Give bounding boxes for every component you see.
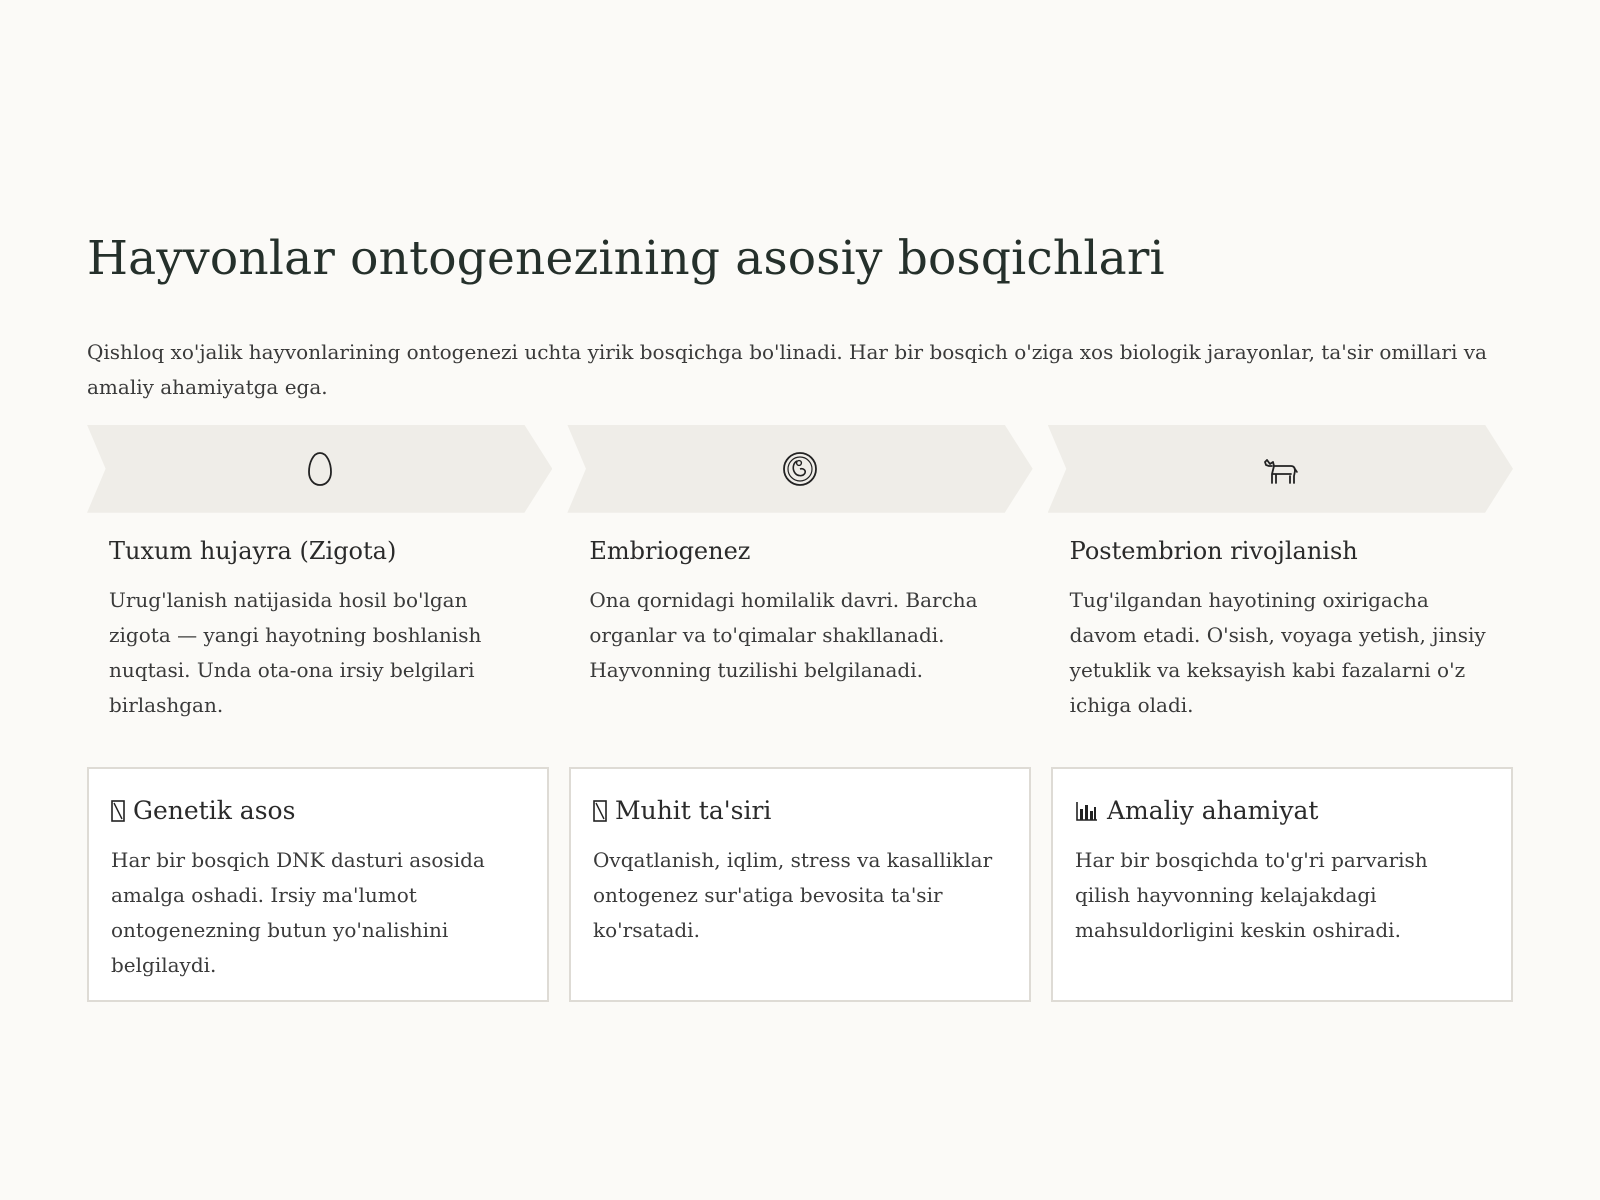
cards-row	[87, 767, 1513, 1002]
card-title	[111, 795, 525, 827]
dna-icon	[111, 800, 125, 822]
page-title: Hayvonlar ontogenezining asosiy bosqichlari	[87, 231, 1165, 286]
stage-body	[567, 513, 1032, 688]
stage-body	[87, 513, 552, 723]
card-title	[1075, 795, 1489, 827]
bar-chart-icon	[1075, 800, 1099, 822]
card-text: Har bir bosqich DNK dasturi asosida amalga oshadi. Irsiy ma'lumot ontogenezning butun yo'nalishini belgilaydi.	[111, 847, 485, 977]
stage-title: Embriogenez	[589, 536, 751, 565]
card-text: Har bir bosqichda to'g'ri parvarish qilish hayvonning kelajakdagi mahsuldorligini keskin oshiradi.	[1075, 847, 1428, 942]
stage-description: Ona qornidagi homilalik davri. Barcha organlar va to'qimalar shakllanadi. Hayvonning tuzilishi belgilanadi.	[589, 587, 978, 682]
card-title	[593, 795, 1007, 827]
card-title-text: Muhit ta'siri	[615, 795, 772, 825]
leaf-icon	[593, 800, 607, 822]
card-environment	[569, 767, 1031, 1002]
stage-title: Tuxum hujayra (Zigota)	[109, 536, 397, 565]
intro-paragraph: Qishloq xo'jalik hayvonlarining ontogenezi uchta yirik bosqichga bo'linadi. Har bir bosqich o'ziga xos biologik jarayonlar, ta'sir omillari va amaliy ahamiyatga ega.	[87, 339, 1487, 399]
card-practical-value	[1051, 767, 1513, 1002]
card-title-text: Amaliy ahamiyat	[1107, 795, 1319, 825]
page-content	[87, 230, 1513, 1002]
card-title-text: Genetik asos	[133, 795, 296, 825]
card-text: Ovqatlanish, iqlim, stress va kasalliklar ontogenez sur'atiga bevosita ta'sir ko'rsatadi.	[593, 847, 993, 942]
stage-zygote	[87, 425, 552, 723]
animal-icon	[1261, 452, 1299, 486]
stages-row	[87, 425, 1513, 723]
stage-title: Postembrion rivojlanish	[1069, 536, 1358, 565]
card-genetic-basis	[87, 767, 549, 1002]
stage-embryogenesis	[567, 425, 1032, 723]
stage-postembryonic	[1048, 425, 1513, 723]
stage-description: Tug'ilgandan hayotining oxirigacha davom etadi. O'sish, voyaga yetish, jinsiy yetuklik va keksayish kabi fazalarni o'z ichiga oladi.	[1069, 587, 1486, 717]
embryo-icon	[782, 451, 818, 487]
egg-icon	[306, 451, 334, 487]
stage-band	[567, 425, 1032, 513]
stage-band	[87, 425, 552, 513]
stage-band	[1048, 425, 1513, 513]
stage-description: Urug'lanish natijasida hosil bo'lgan zigota — yangi hayotning boshlanish nuqtasi. Unda ota-ona irsiy belgilari birlashgan.	[109, 587, 482, 717]
stage-body	[1048, 513, 1513, 723]
